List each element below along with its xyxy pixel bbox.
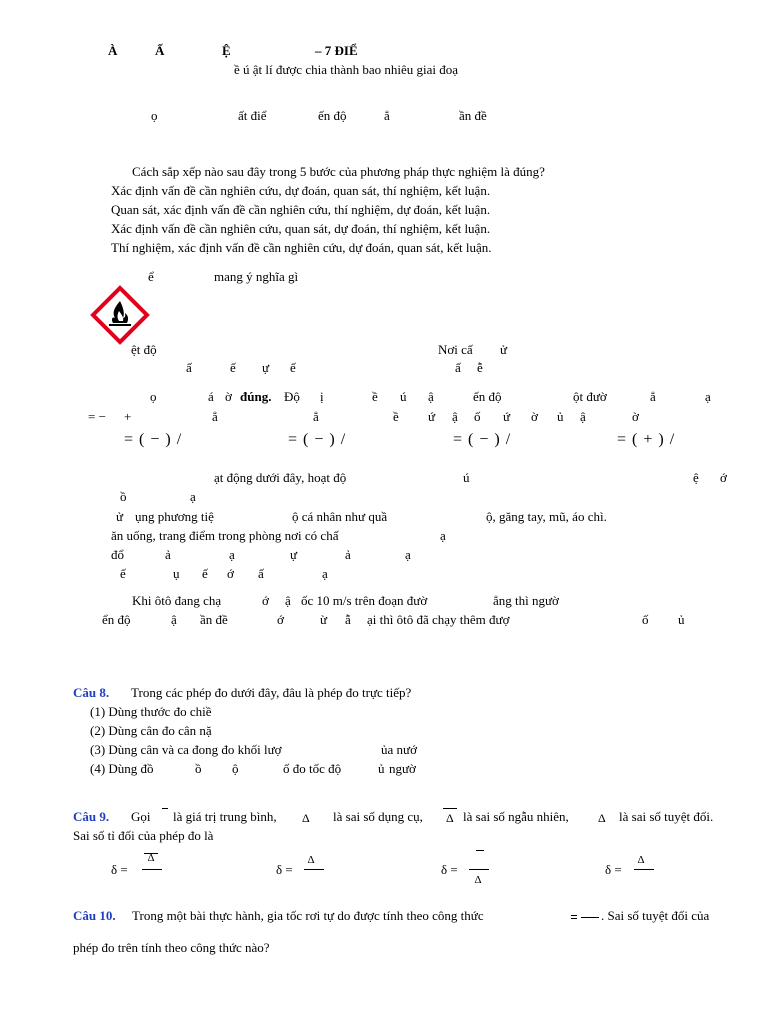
cau9-label: Câu 9.	[73, 809, 110, 824]
sign-answer-fragment: ế	[230, 360, 236, 375]
option-fragment: ến độ	[318, 108, 347, 123]
question-method-option: Xác định vấn đề cần nghiên cứu, dự đoán, quan sát, thí nghiệm, kết luận.	[111, 183, 491, 198]
speed-fragment: ẳ	[212, 409, 218, 424]
speed-fragment: ề	[393, 409, 399, 424]
mean-bar	[476, 850, 484, 851]
car-fragment: ẫ	[345, 612, 351, 627]
cau10-stem: Trong một bài thực hành, gia tốc rơi tự do được tính theo công thức	[132, 908, 484, 923]
question-method-option: Xác định vấn đề cần nghiên cứu, quan sát, dự đoán, thí nghiệm, kết luận.	[111, 221, 491, 236]
safety-fragment: ăn uống, trang điểm trong phòng nơi có chấ	[111, 528, 339, 543]
cau9-text: Gọi	[131, 809, 151, 824]
cau10-stem-tail: . Sai số tuyệt đối của	[601, 908, 710, 923]
speed-fragment: ến độ	[473, 389, 502, 404]
sign-answer-fragment: ự	[262, 360, 270, 375]
speed-fragment: ậ	[428, 389, 434, 404]
safety-fragment: ạ	[190, 489, 196, 504]
cau9-option-b: δ =	[276, 862, 293, 877]
speed-formula-a: = ( − ) /	[124, 431, 183, 448]
option-fragment: ất điể	[238, 108, 267, 123]
speed-fragment: ẳ	[650, 389, 656, 404]
safety-fragment: ú	[463, 470, 470, 485]
speed-fragment: đúng.	[240, 389, 272, 404]
cau9-text: là sai số dụng cụ,	[333, 809, 423, 824]
cau8-item-tail: ngườ	[389, 761, 416, 776]
title-fragment-3: Ệ	[222, 43, 231, 58]
sign-question-text: mang ý nghĩa gì	[214, 269, 299, 284]
option-fragment: ọ	[151, 108, 158, 123]
sign-answer-fragment: ử	[500, 342, 508, 357]
safety-fragment: ộ cá nhân như quầ	[292, 509, 388, 524]
speed-fragment: ứ	[503, 409, 511, 424]
formula-equals-bottom	[571, 918, 577, 919]
speed-formula-d: = ( + ) /	[617, 431, 676, 448]
title-fragment-2: Ấ	[155, 43, 165, 58]
safety-fragment: ớ	[720, 470, 727, 485]
subtitle: ề ú ật lí được chia thành bao nhiêu giai đoạ	[234, 62, 459, 77]
delta-symbol: Δ	[302, 811, 310, 825]
speed-fragment: ố	[474, 409, 481, 424]
safety-fragment: ạt động dưới đây, hoạt độ	[214, 470, 347, 485]
cau8-item-tail: ố đo tốc độ	[283, 761, 342, 776]
car-fragment: ủ	[678, 612, 685, 627]
safety-fragment: đổ	[111, 547, 124, 562]
option-fragment: ần đề	[459, 108, 487, 123]
mean-bar	[162, 808, 168, 809]
question-method-option: Thí nghiệm, xác định vấn đề cần nghiên cứu, dự đoán, quan sát, kết luận.	[111, 240, 492, 255]
speed-fragment: ú	[400, 389, 407, 404]
fraction-numerator: Δ	[637, 854, 645, 866]
car-fragment: ớ	[262, 593, 269, 608]
car-fragment: ố	[642, 612, 649, 627]
safety-fragment: ả	[345, 547, 351, 562]
sign-answer-fragment: ễ	[477, 360, 483, 375]
speed-fragment: ứ	[428, 409, 436, 424]
cau8-label: Câu 8.	[73, 685, 110, 700]
safety-fragment: ồ	[120, 489, 127, 504]
safety-fragment: ạ	[322, 566, 328, 581]
speed-fragment: ẳ	[313, 409, 319, 424]
speed-fragment: = −	[88, 409, 106, 424]
fraction-numerator: Δ	[147, 852, 155, 864]
cau8-stem: Trong các phép đo dưới đây, đâu là phép đo trực tiếp?	[131, 685, 412, 700]
mean-bar	[443, 808, 457, 809]
cau8-item-tail: ộ	[232, 761, 239, 776]
question-method-stem: Cách sắp xếp nào sau đây trong 5 bước của phương pháp thực nghiệm là đúng?	[132, 164, 545, 179]
safety-fragment: ử	[116, 509, 124, 524]
speed-fragment: ậ	[452, 409, 458, 424]
car-fragment: ần đề	[200, 612, 228, 627]
speed-fragment: +	[124, 409, 132, 424]
speed-fragment: ị	[320, 389, 324, 404]
car-fragment: ển độ	[102, 612, 131, 627]
fraction-bar	[142, 869, 162, 870]
sign-answer-fragment: ấ	[455, 360, 461, 375]
cau8-item: (3) Dùng cân và ca đong đo khối lượ	[90, 742, 282, 757]
cau8-item: (1) Dùng thước đo chiề	[90, 704, 212, 719]
safety-fragment: ộ, găng tay, mũ, áo chì.	[486, 509, 607, 524]
safety-fragment: ả	[165, 547, 171, 562]
cau9-text: là giá trị trung bình,	[173, 809, 277, 824]
car-fragment: ừ	[320, 612, 328, 627]
flammable-hazard-icon	[90, 285, 150, 345]
question-method-option: Quan sát, xác định vấn đề cần nghiên cứu, thí nghiệm, dự đoán, kết luận.	[111, 202, 491, 217]
safety-fragment: ụng phương tiệ	[135, 509, 214, 524]
speed-fragment: ọ	[150, 389, 157, 404]
cau9-option-d: δ =	[605, 862, 622, 877]
speed-fragment: á	[208, 389, 214, 404]
sign-question-fragment: ể	[148, 269, 154, 284]
title-fragment-1: À	[108, 43, 118, 58]
speed-fragment: Độ	[284, 389, 300, 404]
cau8-item: (2) Dùng cân đo cân nặ	[90, 723, 212, 738]
safety-fragment: ớ	[227, 566, 234, 581]
speed-fragment: ề	[372, 389, 378, 404]
delta-symbol: Δ	[598, 811, 606, 825]
fraction-bar	[634, 869, 654, 870]
cau8-item-tail: ồ	[195, 761, 202, 776]
fraction-denominator: Δ	[474, 874, 482, 886]
cau8-item-tail: ủa nướ	[381, 742, 417, 757]
cau10-label: Câu 10.	[73, 908, 116, 923]
sign-answer-fragment: ấ	[186, 360, 192, 375]
speed-fragment: ột đườ	[573, 389, 607, 404]
safety-fragment: ế	[202, 566, 208, 581]
speed-fragment: ờ	[225, 389, 232, 404]
safety-fragment: ự	[290, 547, 298, 562]
delta-symbol: Δ	[446, 811, 454, 825]
car-fragment: ốc 10 m/s trên đoạn đườ	[301, 593, 428, 608]
safety-fragment: ệ	[693, 470, 699, 485]
cau8-item: (4) Dùng đồ	[90, 761, 154, 776]
car-fragment: ậ	[285, 593, 291, 608]
formula-fraction-bar	[581, 917, 599, 918]
safety-fragment: ạ	[440, 528, 446, 543]
speed-fragment: ủ	[557, 409, 564, 424]
car-fragment: ẳng thì ngườ	[493, 593, 559, 608]
speed-formula-c: = ( − ) /	[453, 431, 512, 448]
cau8-item-tail: ủ	[378, 761, 385, 776]
safety-fragment: ạ	[229, 547, 235, 562]
cau10-line2: phép đo trên tính theo công thức nào?	[73, 940, 270, 955]
speed-fragment: ờ	[531, 409, 538, 424]
speed-fragment: ậ	[580, 409, 586, 424]
car-fragment: ậ	[171, 612, 177, 627]
cau9-line2: Sai số tỉ đối của phép đo là	[73, 828, 214, 843]
option-fragment: ẳ	[384, 108, 390, 123]
speed-fragment: ạ	[705, 389, 711, 404]
fraction-bar	[304, 869, 324, 870]
fraction-bar	[469, 869, 489, 870]
car-fragment: Khi ôtô đang chạ	[132, 593, 222, 608]
safety-fragment: ạ	[405, 547, 411, 562]
cau9-text: là sai số tuyệt đối.	[619, 809, 714, 824]
title-fragment-4: – 7 ĐIỂ	[315, 43, 358, 58]
sign-answer-fragment: ệt độ	[131, 342, 157, 357]
speed-formula-b: = ( − ) /	[288, 431, 347, 448]
cau9-text: là sai số ngẫu nhiên,	[463, 809, 569, 824]
sign-answer-fragment: Nơi cấ	[438, 342, 473, 357]
safety-fragment: ụ	[173, 566, 180, 581]
safety-fragment: ế	[120, 566, 126, 581]
speed-fragment: ờ	[632, 409, 639, 424]
car-fragment: ại thì ôtô đã chạy thêm đượ	[367, 612, 510, 627]
safety-fragment: ấ	[258, 566, 264, 581]
cau9-option-c: δ =	[441, 862, 458, 877]
sign-answer-fragment: ế	[290, 360, 296, 375]
fraction-numerator: Δ	[307, 854, 315, 866]
cau9-option-a: δ =	[111, 862, 128, 877]
formula-equals-top	[571, 915, 577, 916]
car-fragment: ớ	[277, 612, 284, 627]
